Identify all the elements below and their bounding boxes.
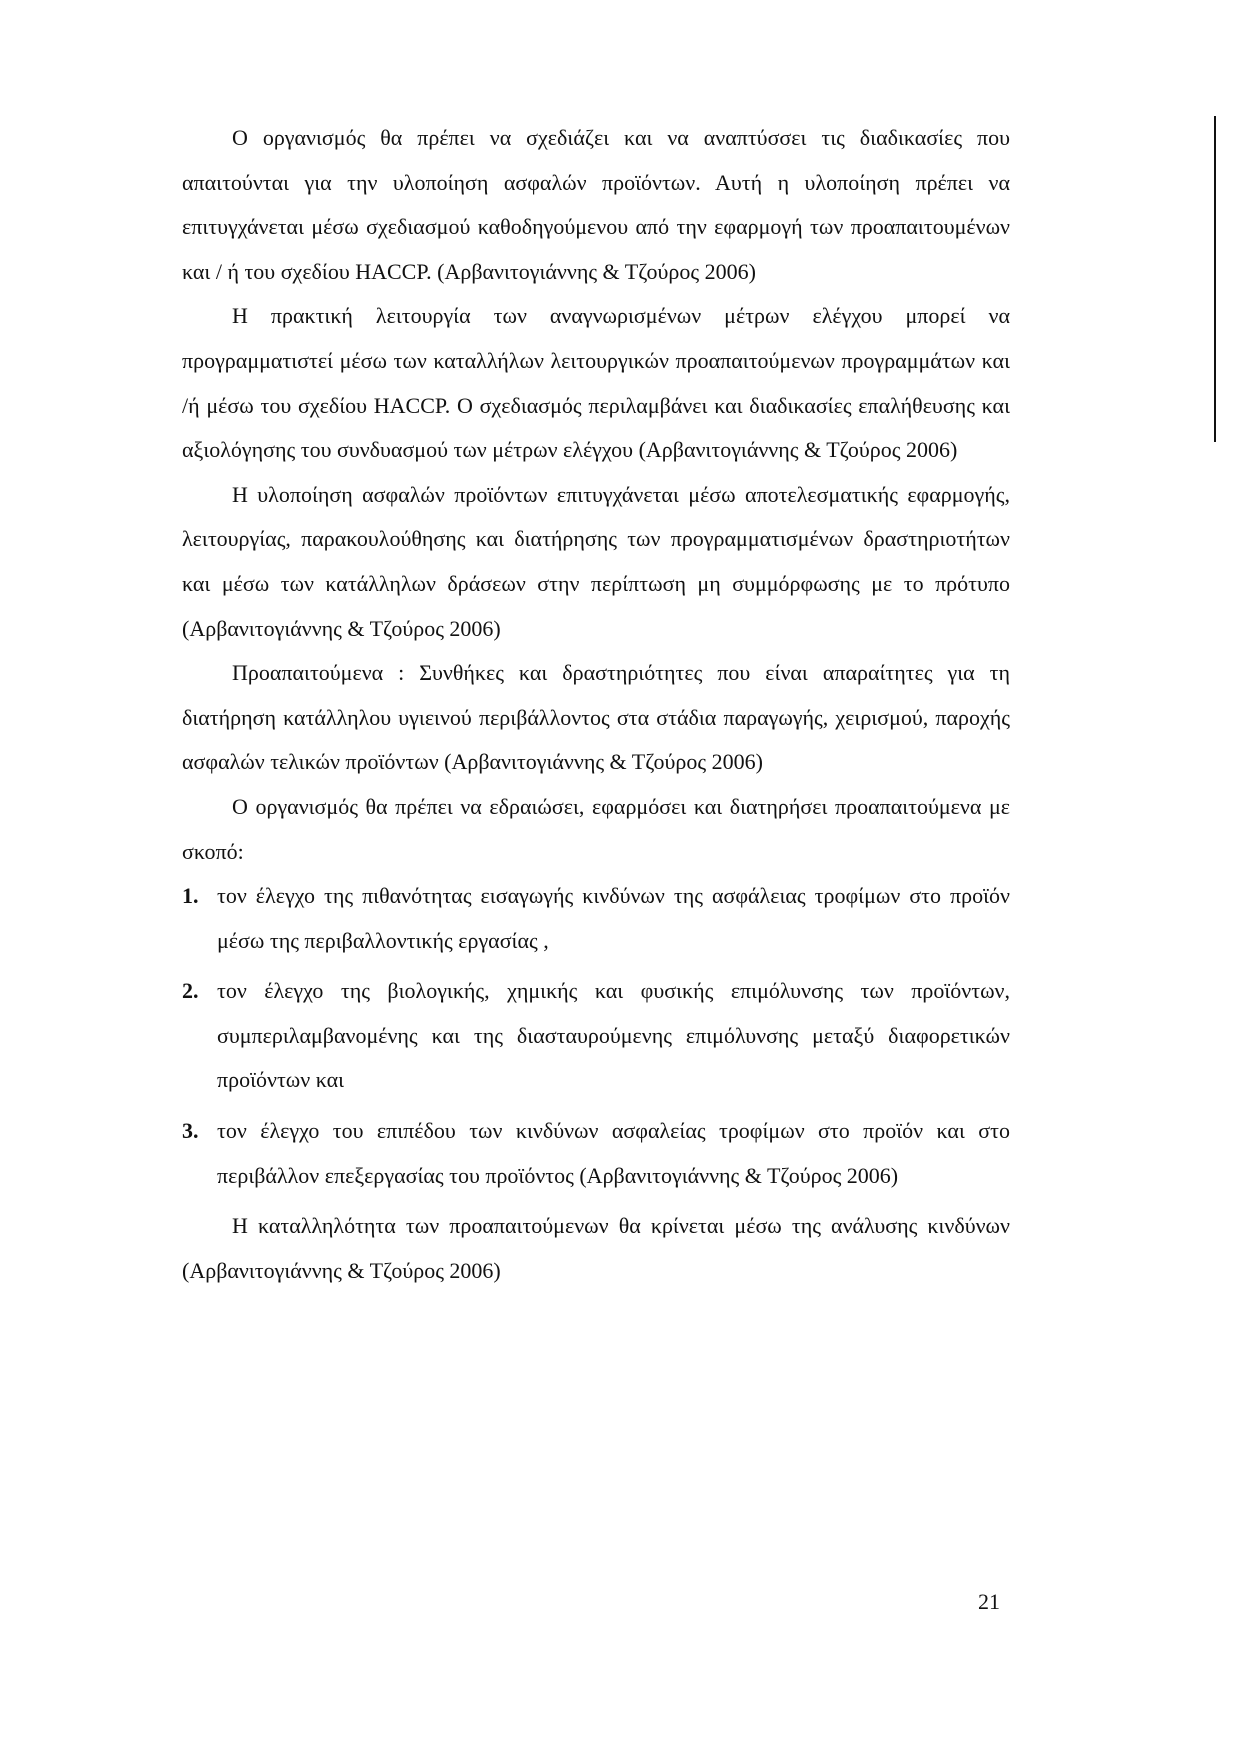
paragraph-suitability: Η καταλληλότητα των προαπαιτούμενων θα κρίνεται μέσω της ανάλυσης κινδύνων (Αρβανιτογιάννης & Τζούρος 2006) bbox=[182, 1213, 1010, 1283]
list-item-text: τον έλεγχο του επιπέδου των κινδύνων ασφαλείας τροφίμων στο προϊόν και στο περιβάλλον επεξεργασίας του προϊόντος (Αρβανιτογιάννης & Τζούρος 2006) bbox=[217, 1118, 1010, 1188]
paragraph-control-measures: Η πρακτική λειτουργία των αναγνωρισμένων μέτρων ελέγχου μπορεί να προγραμματιστεί μέσω των καταλλήλων λειτουργικών προαπαιτούμενων προγραμμάτων και /ή μέσω του σχεδίου HACCP. Ο σχεδιασμός περιλαμβάνει και διαδικασίες επαλήθευσης και αξιολόγησης του συνδυασμού των μέτρων ελέγχου (Αρβανιτογιάννης & Τζούρος 2006) bbox=[182, 303, 1010, 463]
list-item-number: 1. bbox=[182, 883, 199, 909]
list-item bbox=[182, 969, 1010, 1103]
paragraph-prerequisites-purpose: Ο οργανισμός θα πρέπει να εδραιώσει, εφαρμόσει και διατηρήσει προαπαιτούμενα με σκοπό: bbox=[182, 793, 1010, 864]
page-number: 21 bbox=[978, 1589, 1000, 1614]
list-item-text: τον έλεγχο της πιθανότητας εισαγωγής κινδύνων της ασφάλειας τροφίμων στο προϊόν μέσω της περιβαλλοντικής εργασίας , bbox=[217, 883, 1010, 953]
paragraph-prerequisites-definition: Προαπαιτούμενα : Συνθήκες και δραστηριότητες που είναι απαραίτητες για τη διατήρηση κατάλληλου υγιεινού περιβάλλοντος στα στάδια παραγωγής, χειρισμού, παροχής ασφαλών τελικών προϊόντων (Αρβανιτογιάννης & Τζούρος 2006) bbox=[182, 660, 1010, 775]
paragraph-implementation: Η υλοποίηση ασφαλών προϊόντων επιτυγχάνεται μέσω αποτελεσματικής εφαρμογής, λειτουργίας, παρακουλούθησης και διατήρησης των προγραμματισμένων δραστηριοτήτων και μέσω των κατάλληλων δράσεων στην περίπτωση μη συμμόρφωσης με το πρότυπο (Αρβανιτογιάννης & Τζούρος 2006) bbox=[182, 481, 1010, 641]
margin-line bbox=[1214, 116, 1216, 442]
text-body bbox=[182, 116, 1010, 1293]
list-item-number: 2. bbox=[182, 978, 199, 1004]
paragraph-design: Ο οργανισμός θα πρέπει να σχεδιάζει και να αναπτύσσει τις διαδικασίες που απαιτούνται για την υλοποίηση ασφαλών προϊόντων. Αυτή η υλοποίηση πρέπει να επιτυγχάνεται μέσω σχεδιασμού καθοδηγούμενου από την εφαρμογή των προαπαιτουμένων και / ή του σχεδίου HACCP. (Αρβανιτογιάννης & Τζούρος 2006) bbox=[182, 125, 1010, 284]
list-item-number: 3. bbox=[182, 1118, 199, 1144]
list-item bbox=[182, 874, 1010, 963]
list-item-text: τον έλεγχο της βιολογικής, χημικής και φυσικής επιμόλυνσης των προϊόντων, συμπεριλαμβανομένης και της διασταυρούμενης επιμόλυνσης μεταξύ διαφορετικών προϊόντων και bbox=[217, 978, 1010, 1093]
purpose-list bbox=[182, 874, 1010, 1198]
list-item bbox=[182, 1109, 1010, 1198]
